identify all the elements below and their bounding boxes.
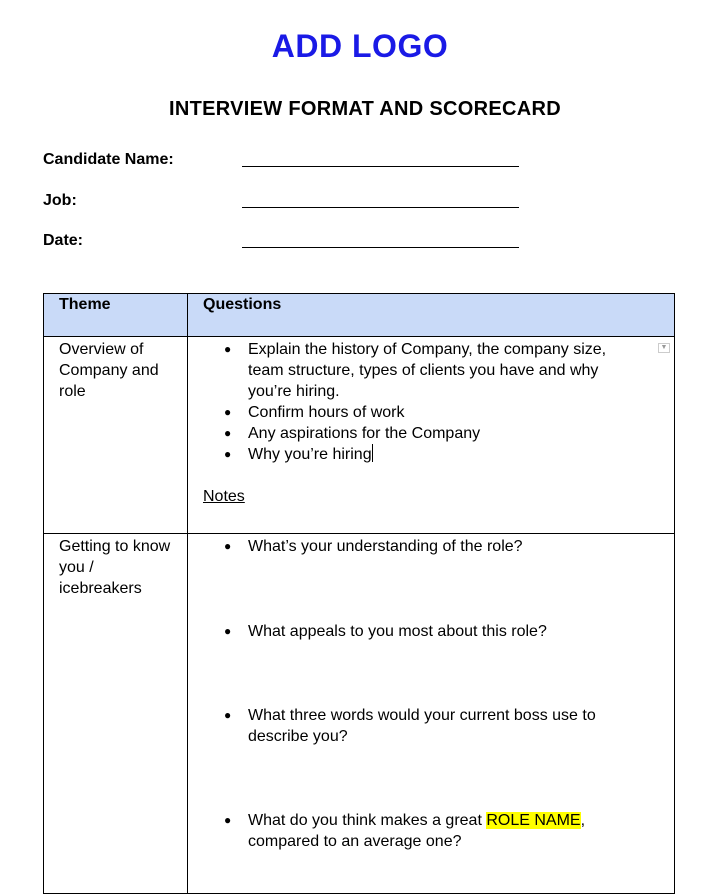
question-item: ● Why you’re hiring xyxy=(248,444,644,465)
table-header-row xyxy=(44,294,675,337)
theme-cell[interactable]: Getting to know you / icebreakers xyxy=(44,534,188,894)
questions-header: Questions xyxy=(188,294,675,337)
date-line[interactable] xyxy=(242,247,519,248)
job-label: Job: xyxy=(43,192,77,209)
logo-placeholder: ADD LOGO xyxy=(271,28,449,64)
question-item: ● What three words would your current boss use to describe you? xyxy=(248,705,644,747)
question-item: ● What’s your understanding of the role? xyxy=(248,536,644,557)
document-title: INTERVIEW FORMAT AND SCORECARD xyxy=(169,98,561,120)
question-item: ● What do you think makes a great ROLE NAME, compared to an average one? xyxy=(248,810,644,852)
theme-header: Theme xyxy=(44,294,188,337)
date-label: Date: xyxy=(43,232,84,249)
question-item: ● Explain the history of Company, the company size, team structure, types of clients you have and why you’re hiring. xyxy=(248,339,644,402)
candidate-name-line[interactable] xyxy=(242,166,519,167)
table-row xyxy=(44,337,675,534)
question-item: ● Any aspirations for the Company xyxy=(248,423,644,444)
scorecard-table xyxy=(43,293,675,894)
questions-cell[interactable] xyxy=(188,534,675,894)
dropdown-icon[interactable]: ▼ xyxy=(658,343,670,353)
job-line[interactable] xyxy=(242,207,519,208)
text-cursor xyxy=(372,444,373,462)
candidate-name-label: Candidate Name: xyxy=(43,151,174,168)
theme-cell[interactable]: Overview of Company and role xyxy=(44,337,188,534)
role-name-highlight: ROLE NAME xyxy=(486,812,581,829)
table-row xyxy=(44,534,675,894)
question-item: ● What appeals to you most about this role? xyxy=(248,621,644,642)
question-item: ● Confirm hours of work xyxy=(248,402,644,423)
questions-cell[interactable] xyxy=(188,337,675,534)
notes-label: Notes xyxy=(203,488,245,505)
